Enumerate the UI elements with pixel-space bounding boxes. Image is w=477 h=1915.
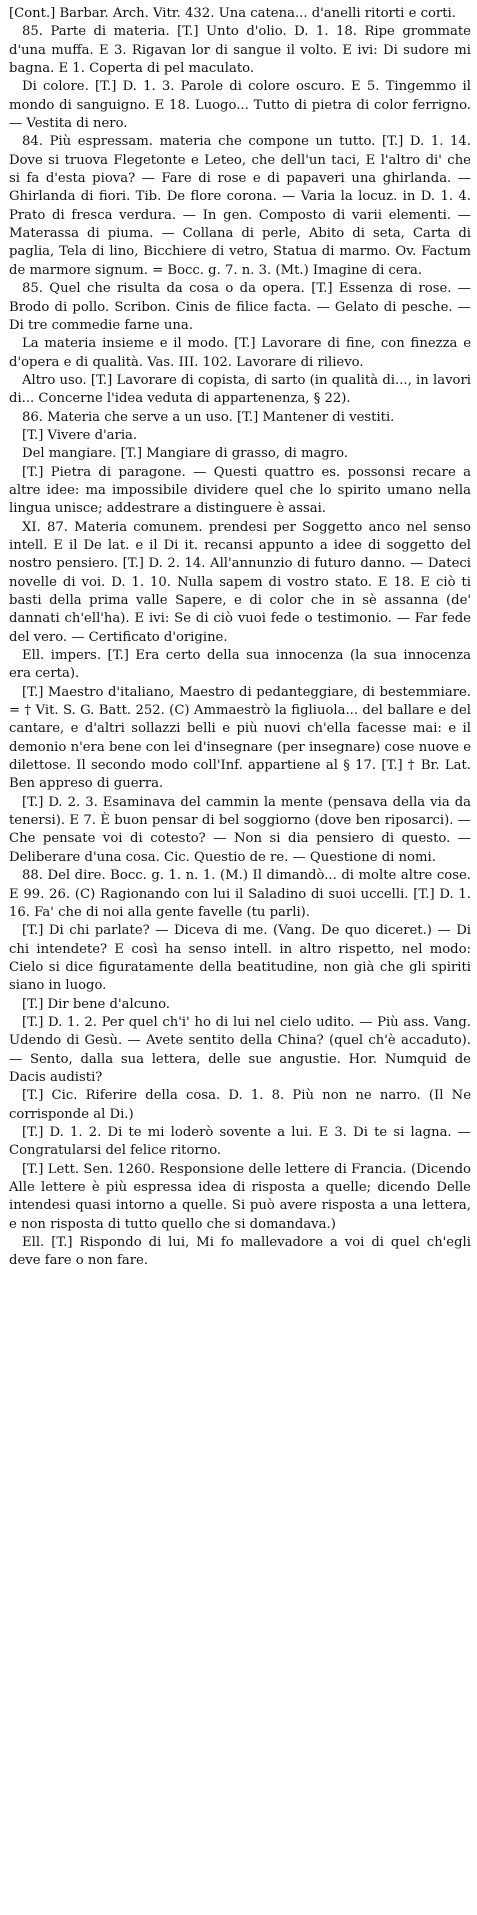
paragraph-di-colore: Di colore. [T.] D. 1. 3. Parole di colore oscuro. E 5. Tingemmo il mondo di sanguigno. E 18. Luogo... Tutto di pietra di color ferrigno. — Vestita di nero. <box>9 79 471 132</box>
paragraph-dir-bene: [T.] Dir bene d'alcuno. <box>22 996 170 1012</box>
paragraph-altro-uso: Altro uso. [T.] Lavorare di copista, di sarto (in qualità di..., in lavori di... Concerne l'idea veduta di appartenenza, § 22). <box>9 372 471 407</box>
paragraph-88-del-dire: 88. Del dire. Bocc. g. 1. n. 1. (M.) Il dimandò... di molte altre cose. E 99. 26. (C) Ragionando con lui il Saladino di suoi uccelli. [T.] D. 1. 16. Fa' che di noi alla gente favelle (tu parli). <box>9 868 471 920</box>
paragraph-maestro-italiano: [T.] Maestro d'italiano, Maestro di pedanteggiare, di bestemmiare. = † Vit. S. G. Batt. 252. (C) Ammaestrò la figliuola... del ballare e del cantare, e d'altri sollazzi belli e più nuovi ch'ella facesse mai: e il demonio n'era bene con lei d'insegnare (per insegnare) cose nuove e dilettose. Il secondo modo coll'Inf. appartiene al § 17. [T.] † Br. Lat. Ben appreso di guerra. <box>9 684 471 792</box>
paragraph-85-quel-che-risulta: 85. Quel che risulta da cosa o da opera. [T.] Essenza di rose. — Brodo di pollo. Scribon. Cinis de filice facta. — Gelato di pesche. — Di tre commedie farne una. <box>9 281 471 333</box>
paragraph-cont: [Cont.] Barbar. Arch. Vitr. 432. Una catena... d'anelli ritorti e corti. <box>9 6 456 21</box>
paragraph-udito: [T.] D. 1. 2. Per quel ch'i' ho di lui nel cielo udito. — Più ass. Vang. Udendo di Gesù. — Avete sentito della China? (quel ch'è accaduto). — Sento, dalla sua lettera, delle sue angustie. Hor. Numquid de Dacis audisti? <box>9 1014 471 1085</box>
paragraph-di-chi-parlate: [T.] Di chi parlate? — Diceva di me. (Vang. De quo diceret.) — Di chi intendete? E così ha senso intell. in altro rispetto, nel modo: Cielo si dice figuratamente della beatitudine, non già che gli spiriti siano in luogo. <box>9 923 471 994</box>
paragraph-lodero: [T.] D. 1. 2. Di te mi loderò sovente a lui. E 3. Di te si lagna. — Congratularsi del felice ritorno. <box>9 1124 471 1159</box>
paragraph-xi-87-soggetto: XI. 87. Materia comunem. prendesi per Soggetto anco nel senso intell. E il De lat. e il Di it. recansi appunto a idee di soggetto del nostro pensiero. [T.] D. 2. 14. All'annunzio di futuro danno. — Dateci novelle di voi. D. 1. 10. Nulla sapem di vostro stato. E 18. E ciò ti basti della prima valle Sapere, e di color che in sè assanna (de' dannati ch'ell'ha). E ivi: Se di ciò vuoi fede o testimonio. — Far fede del vero. — Certificato d'origine. <box>9 519 471 645</box>
paragraph-del-mangiare: Del mangiare. [T.] Mangiare di grasso, di magro. <box>22 446 349 462</box>
paragraph-esaminava: [T.] D. 2. 3. Esaminava del cammin la mente (pensava della via da tenersi). E 7. È buon pensar di bel soggiorno (dove ben riposarci). — Che pensate voi di cotesto? — Non si dia pensiero di questo. — Deliberare d'una cosa. Cic. Questio de re. — Questione di nomi. <box>9 794 471 865</box>
paragraph-86-materia-uso: 86. Materia che serve a un uso. [T.] Mantener di vestiti. <box>22 409 395 425</box>
paragraph-rispondo: Ell. [T.] Rispondo di lui, Mi fo mallevadore a voi di quel ch'egli deve fare o non fare. <box>9 1235 471 1269</box>
paragraph-riferire: [T.] Cic. Riferire della cosa. D. 1. 8. Più non ne narro. (Il Ne corrisponde al Di.) <box>9 1088 471 1122</box>
paragraph-pietra-paragone: [T.] Pietra di paragone. — Questi quattro es. possonsi recare a altre idee: ma impossibile dividere quel che lo spirito umano nella lingua unisce; addestrare a distinguere è assai. <box>9 464 471 517</box>
paragraph-85-parte-di-materia: 85. Parte di materia. [T.] Unto d'olio. D. 1. 18. Ripe grommate d'una muffa. E 3. Rigavan lor di sangue il volto. E ivi: Di sudore mi bagna. E 1. Coperta di pel maculato. <box>9 24 471 77</box>
paragraph-vivere-aria: [T.] Vivere d'aria. <box>22 427 138 443</box>
paragraph-materia-e-modo: La materia insieme e il modo. [T.] Lavorare di fine, con finezza e d'opera e di qualità. Vas. III. 102. Lavorare di rilievo. <box>9 336 471 370</box>
paragraph-84-materia-che-compone: 84. Più espressam. materia che compone un tutto. [T.] D. 1. 14. Dove si truova Flegetonte e Leteo, che dell'un taci, E l'altro di' che si fa d'esta piova? — Fare di rose e di papaveri una ghirlanda. — Ghirlanda di fiori. Tib. De flore corona. — Varia la locuz. in D. 1. 4. Prato di fresca verdura. — In gen. Composto di varii elementi. — Materassa di piuma. — Collana di perle, Abito di seta, Carta di paglia, Tela di lino, Bicchiere di vetro, Statua di marmo. Ov. Factum de marmore signum. = Bocc. g. 7. n. 3. (Mt.) Imagine di cera. <box>9 134 471 278</box>
paragraph-ell-impers: Ell. impers. [T.] Era certo della sua innocenza (la sua innocenza era certa). <box>9 648 471 682</box>
paragraph-lett-sen: [T.] Lett. Sen. 1260. Responsione delle lettere di Francia. (Dicendo Alle lettere è più espressa idea di risposta a quelle; dicendo Delle intendesi quasi intorno a quelle. Si può avere risposta a una lettera, e non risposta di tutto quello che si domandava.) <box>9 1161 471 1232</box>
